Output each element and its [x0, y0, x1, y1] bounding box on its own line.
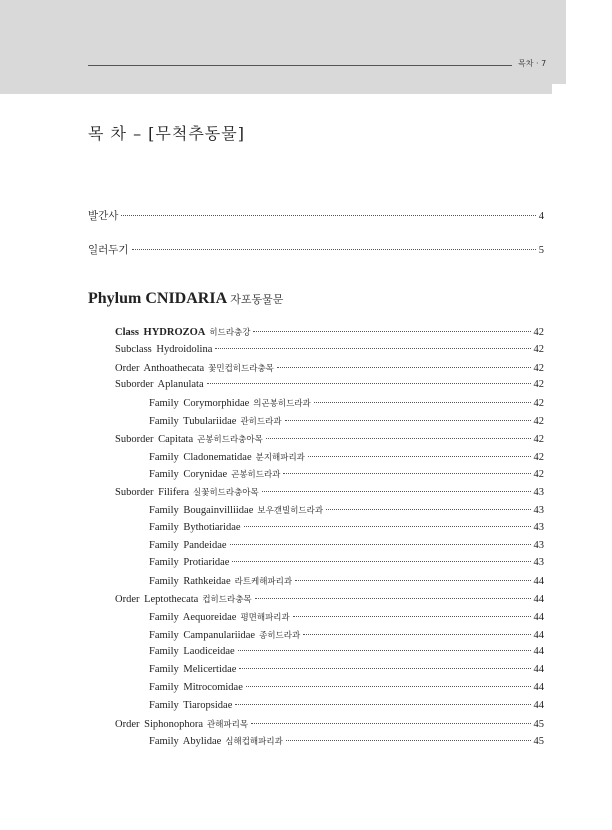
toc-page-number: 44	[533, 576, 544, 588]
toc-entry-korean: 보우갠빌히드라과	[257, 506, 324, 516]
toc-label: 일러두기	[88, 244, 129, 256]
dot-leader	[314, 402, 531, 403]
dot-leader	[303, 634, 530, 635]
dot-leader	[295, 580, 530, 581]
toc-entry-korean: 관히드라과	[240, 417, 282, 427]
dot-leader	[253, 331, 530, 332]
toc-entry[interactable]	[149, 540, 544, 551]
toc-entry-latin: Family Tiaropsidae	[149, 699, 233, 711]
toc-page-number: 43	[533, 521, 544, 533]
toc-entry-latin: Class HYDROZOA	[115, 327, 206, 338]
dot-leader	[266, 438, 531, 439]
toc-entry-latin: Family Melicertidae	[149, 664, 237, 676]
dot-leader	[239, 668, 530, 669]
dot-leader	[283, 473, 530, 474]
toc-page-number: 42	[533, 362, 544, 374]
toc-page-number: 44	[533, 699, 544, 711]
dot-leader	[244, 526, 531, 527]
toc-page-number: 42	[533, 433, 544, 445]
toc-entry-latin: Family Aequoreidae	[149, 611, 237, 623]
toc-entry[interactable]	[149, 504, 544, 516]
toc-entry[interactable]	[149, 575, 544, 587]
toc-entry[interactable]	[149, 397, 544, 409]
toc-page-number: 43	[533, 539, 544, 551]
toc-entry-korean: 꽃민컵히드라충목	[208, 363, 274, 374]
dot-leader	[251, 723, 530, 724]
toc-entry[interactable]	[149, 735, 544, 747]
toc-entry[interactable]	[149, 522, 544, 533]
toc-page-number: 44	[533, 629, 544, 641]
toc-page-number: 42	[533, 327, 544, 338]
toc-page-number: 42	[533, 469, 544, 481]
dot-leader	[293, 616, 531, 617]
phylum-latin: Phylum CNIDARIA	[88, 290, 227, 307]
header-rule	[88, 65, 512, 66]
toc-entry[interactable]	[149, 451, 544, 463]
dot-leader	[286, 740, 531, 741]
toc-entry[interactable]	[149, 557, 544, 568]
dot-leader	[230, 544, 531, 545]
toc-entry[interactable]	[115, 486, 544, 498]
toc-entry-latin: Family Mitrocomidae	[149, 682, 243, 693]
dot-leader	[121, 215, 535, 216]
dot-leader	[277, 367, 531, 368]
toc-entry-latin: Family Abylidae	[149, 736, 222, 748]
toc-entry-latin: Family Rathkeidae	[149, 576, 231, 588]
toc-entry-latin: Family Protiaridae	[149, 557, 230, 569]
toc-entry[interactable]	[149, 468, 544, 480]
toc-page-number: 44	[533, 682, 544, 693]
toc-entry[interactable]	[115, 379, 544, 390]
dot-leader	[215, 348, 530, 349]
toc-page-number: 45	[533, 718, 544, 730]
toc-entry-korean: 히드라충강	[209, 328, 251, 338]
toc-entry[interactable]	[115, 718, 544, 730]
toc-page-number: 4	[538, 211, 544, 222]
toc-entry-korean: 곤봉히드라충아목	[197, 434, 263, 445]
toc-entry[interactable]	[115, 344, 544, 355]
toc-page-number: 42	[533, 416, 544, 427]
toc-entry-latin: Family Campanulariidae	[149, 629, 256, 641]
dot-leader	[232, 561, 530, 562]
toc-entry-korean: 관해파리목	[207, 719, 249, 730]
toc-page-number: 43	[533, 505, 544, 516]
toc-label: 발간사	[88, 210, 119, 222]
toc-page-number: 44	[533, 646, 544, 658]
header-band	[0, 0, 566, 84]
dot-leader	[246, 686, 531, 687]
toc-entry-latin: Suborder Capitata	[115, 433, 194, 445]
toc-entry-latin: Family Bythotiaridae	[149, 521, 241, 533]
toc-entry-korean: 심해컵해파리과	[225, 737, 283, 748]
toc-page-number: 44	[533, 611, 544, 623]
toc-page-number: 42	[533, 398, 544, 410]
toc-entry-korean: 곤봉히드라과	[231, 470, 281, 481]
running-head: 목차 · 7	[518, 59, 547, 68]
toc-page-number: 42	[533, 343, 544, 355]
toc-entry-korean: 평면해파리과	[240, 612, 290, 623]
toc-entry[interactable]	[115, 433, 544, 445]
dot-leader	[255, 598, 531, 599]
toc-page-number: 43	[533, 557, 544, 569]
toc-entry-korean: 실꽃히드라충아목	[193, 488, 259, 499]
toc-entry-korean: 라트케해파리과	[234, 577, 293, 588]
toc-entry[interactable]	[149, 611, 544, 623]
toc-entry-latin: Family Pandeidae	[149, 539, 227, 551]
dot-leader	[235, 704, 530, 705]
dot-leader	[262, 491, 531, 492]
toc-entry-korean: 분지해파리과	[255, 452, 305, 463]
toc-entry-latin: Family Bougainvilliidae	[149, 505, 254, 516]
dot-leader	[326, 509, 530, 510]
toc-page-number: 5	[538, 245, 544, 256]
toc-entry-latin: Family Laodiceidae	[149, 646, 235, 658]
toc-entry[interactable]	[115, 326, 544, 338]
toc-front-matter-guide[interactable]	[88, 242, 544, 257]
dot-leader	[207, 383, 531, 384]
page-title: 목 차 – [무척추동물]	[88, 124, 245, 143]
header-strip	[0, 84, 552, 94]
toc-entry-latin: Suborder Aplanulata	[115, 379, 204, 391]
toc-page-number: 43	[533, 487, 544, 499]
toc-entry-latin: Order Anthoathecata	[115, 362, 205, 374]
toc-entry-latin: Order Siphonophora	[115, 718, 204, 730]
toc-entry[interactable]	[149, 700, 544, 711]
toc-entry-latin: Subclass Hydroidolina	[115, 343, 213, 355]
phylum-heading	[88, 290, 283, 308]
toc-entry-latin: Order Leptothecata	[115, 594, 199, 605]
toc-entry[interactable]	[149, 664, 544, 675]
toc-page-number: 42	[533, 379, 544, 391]
dot-leader	[308, 456, 531, 457]
toc-entry-latin: Family Tubulariidae	[149, 416, 237, 427]
toc-entry-latin: Family Cladonematidae	[149, 451, 252, 463]
toc-entry-latin: Family Corymorphidae	[149, 398, 250, 410]
toc-front-matter-preface[interactable]	[88, 208, 544, 223]
toc-entry-latin: Family Corynidae	[149, 469, 228, 481]
toc-entry[interactable]	[115, 593, 544, 605]
toc-page-number: 44	[533, 594, 544, 605]
toc-entry[interactable]	[149, 646, 544, 657]
toc-page-number: 45	[533, 736, 544, 748]
toc-entry[interactable]	[149, 682, 544, 693]
dot-leader	[285, 420, 531, 421]
toc-entry-korean: 컵히드라충목	[202, 595, 252, 605]
toc-entry[interactable]	[115, 362, 544, 374]
toc-entry[interactable]	[149, 629, 544, 641]
toc-page-number: 42	[533, 451, 544, 463]
toc-entry-korean: 종히드라과	[259, 630, 301, 641]
dot-leader	[132, 249, 536, 250]
toc-entry-latin: Suborder Filifera	[115, 487, 190, 499]
toc-page-number: 44	[533, 664, 544, 676]
toc-entry-korean: 의곤봉히드라과	[253, 399, 311, 410]
dot-leader	[238, 650, 531, 651]
phylum-korean: 자포동물문	[230, 293, 284, 306]
toc-entry[interactable]	[149, 415, 544, 427]
